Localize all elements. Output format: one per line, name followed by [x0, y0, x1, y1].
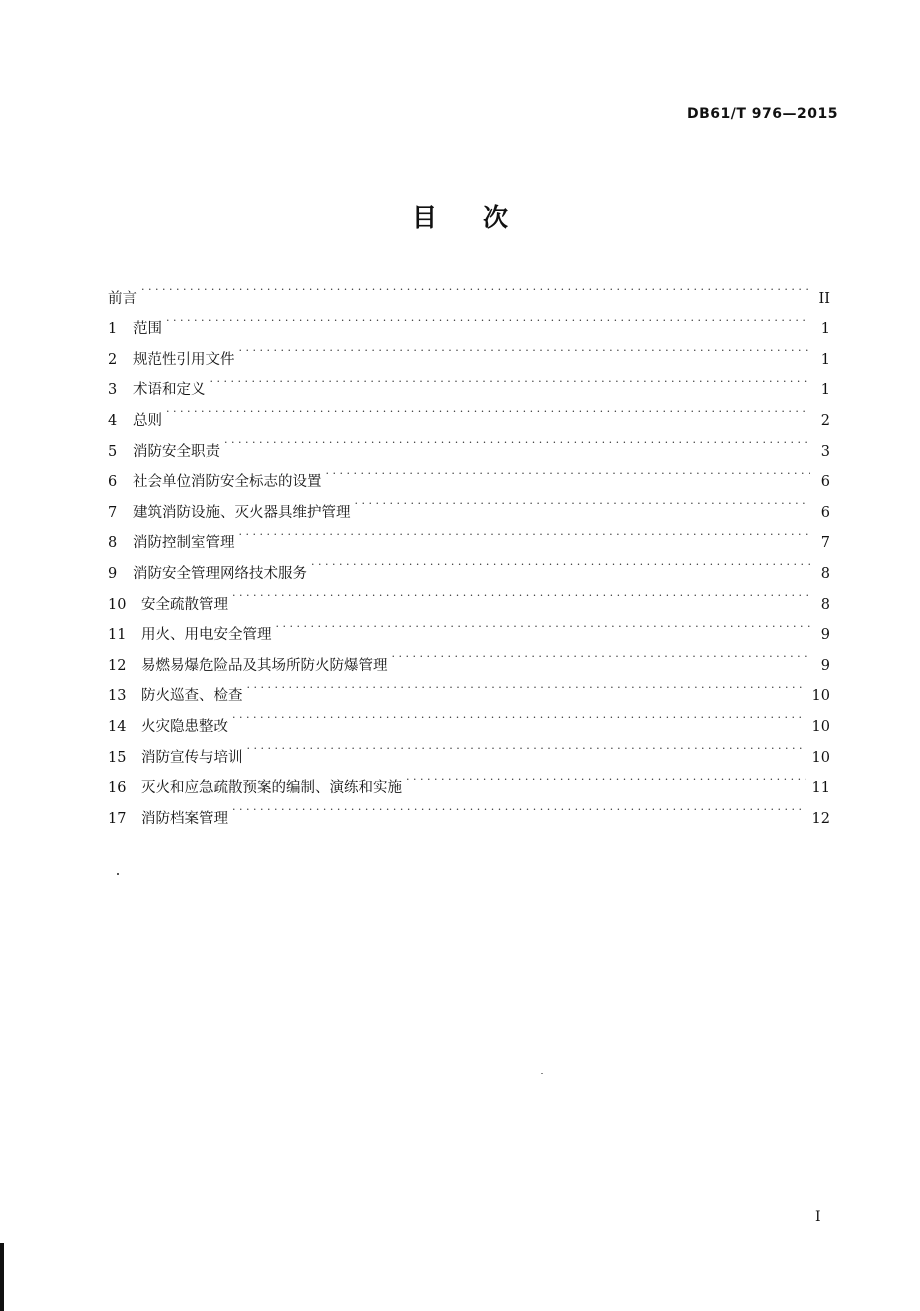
page-title: 目次	[411, 203, 554, 232]
toc-entry[interactable]	[108, 425, 830, 460]
toc-entry-label: 防火巡查、检查	[141, 688, 243, 705]
toc-entry-label: 消防档案管理	[141, 810, 228, 827]
toc-entry-page: 1	[820, 351, 830, 368]
toc-entry-number: 4	[108, 412, 118, 429]
toc-entry-page: 6	[820, 504, 830, 521]
page-number: I	[815, 1209, 821, 1225]
toc-entry-page: II	[818, 290, 830, 307]
toc-entry-number: 2	[108, 351, 118, 368]
toc-leader-dots	[406, 762, 806, 793]
toc-entry-label: 易燃易爆危险品及其场所防火防爆管理	[141, 657, 388, 674]
toc-entry[interactable]	[108, 364, 830, 399]
toc-entry-number: 1	[108, 321, 118, 338]
toc-entry-label: 消防安全职责	[133, 443, 220, 460]
toc-entry[interactable]	[108, 303, 830, 338]
scan-speck	[117, 873, 119, 875]
toc-entry-label: 范围	[133, 321, 162, 338]
toc-leader-dots	[276, 609, 811, 640]
toc-leader-dots	[232, 792, 806, 823]
toc-entry-page: 1	[820, 321, 830, 338]
toc-entry-number: 15	[108, 749, 127, 766]
toc-entry-number: 5	[108, 443, 118, 460]
toc-entry-page: 2	[820, 412, 830, 429]
toc-leader-dots	[247, 731, 806, 762]
toc-leader-dots	[392, 639, 811, 670]
toc-entry-label: 消防安全管理网络技术服务	[133, 565, 307, 582]
toc-entry-number: 11	[108, 627, 127, 644]
toc-entry-page: 7	[820, 535, 830, 552]
toc-entry-number: 13	[108, 688, 127, 705]
toc-leader-dots	[311, 547, 810, 578]
toc-entry-page: 10	[811, 749, 830, 766]
toc-entry-label: 术语和定义	[133, 382, 206, 399]
toc-entry-label: 前言	[108, 290, 137, 307]
toc-entry-number: 8	[108, 535, 118, 552]
toc-leader-dots	[210, 364, 811, 395]
toc-leader-dots	[166, 303, 810, 334]
toc-entry-page: 6	[820, 474, 830, 491]
toc-leader-dots	[166, 394, 810, 425]
toc-entry-label: 火灾隐患整改	[141, 718, 228, 735]
toc-entry-number: 3	[108, 382, 118, 399]
toc-entry-label: 总则	[133, 412, 162, 429]
toc-entry-label: 规范性引用文件	[133, 351, 235, 368]
toc-entry-page: 12	[811, 810, 830, 827]
toc-leader-dots	[224, 425, 810, 456]
toc-entry-page: 8	[820, 565, 830, 582]
toc-entry-label: 建筑消防设施、灭火器具维护管理	[133, 504, 351, 521]
toc-entry-number: 16	[108, 780, 127, 797]
toc-entry-number: 9	[108, 565, 118, 582]
toc-entry-page: 10	[811, 718, 830, 735]
toc-entry-label: 灭火和应急疏散预案的编制、演练和实施	[141, 780, 402, 797]
toc-entry-page: 10	[811, 688, 830, 705]
toc-leader-dots	[247, 670, 806, 701]
toc-entry-number: 17	[108, 810, 127, 827]
toc-entry[interactable]	[108, 394, 830, 429]
binding-edge-mark	[0, 1243, 4, 1311]
toc-entry-label: 消防控制室管理	[133, 535, 235, 552]
scan-speck	[541, 1073, 543, 1074]
toc-leader-dots	[239, 517, 811, 548]
toc-entry-number: 14	[108, 718, 127, 735]
toc-entry-page: 3	[820, 443, 830, 460]
toc-entry-page: 8	[820, 596, 830, 613]
toc-entry-page: 1	[820, 382, 830, 399]
toc-entry-label: 安全疏散管理	[141, 596, 228, 613]
toc-entry-label: 消防宣传与培训	[141, 749, 243, 766]
toc-entry-number: 12	[108, 657, 127, 674]
toc-entry-number: 10	[108, 596, 127, 613]
toc-leader-dots	[355, 486, 811, 517]
toc-leader-dots	[232, 700, 806, 731]
toc-entry-label: 用火、用电安全管理	[141, 627, 272, 644]
table-of-contents	[108, 272, 830, 827]
toc-entry-number: 7	[108, 504, 118, 521]
toc-leader-dots	[326, 456, 811, 487]
toc-entry-page: 9	[820, 657, 830, 674]
standard-code: DB61/T 976—2015	[687, 106, 838, 122]
toc-entry[interactable]	[108, 333, 830, 368]
toc-entry-number: 6	[108, 474, 118, 491]
toc-entry[interactable]	[108, 272, 830, 307]
toc-entry-page: 9	[820, 627, 830, 644]
toc-entry-page: 11	[811, 780, 830, 797]
toc-leader-dots	[232, 578, 810, 609]
toc-leader-dots	[239, 333, 811, 364]
toc-entry-label: 社会单位消防安全标志的设置	[133, 474, 322, 491]
toc-leader-dots	[141, 272, 810, 303]
